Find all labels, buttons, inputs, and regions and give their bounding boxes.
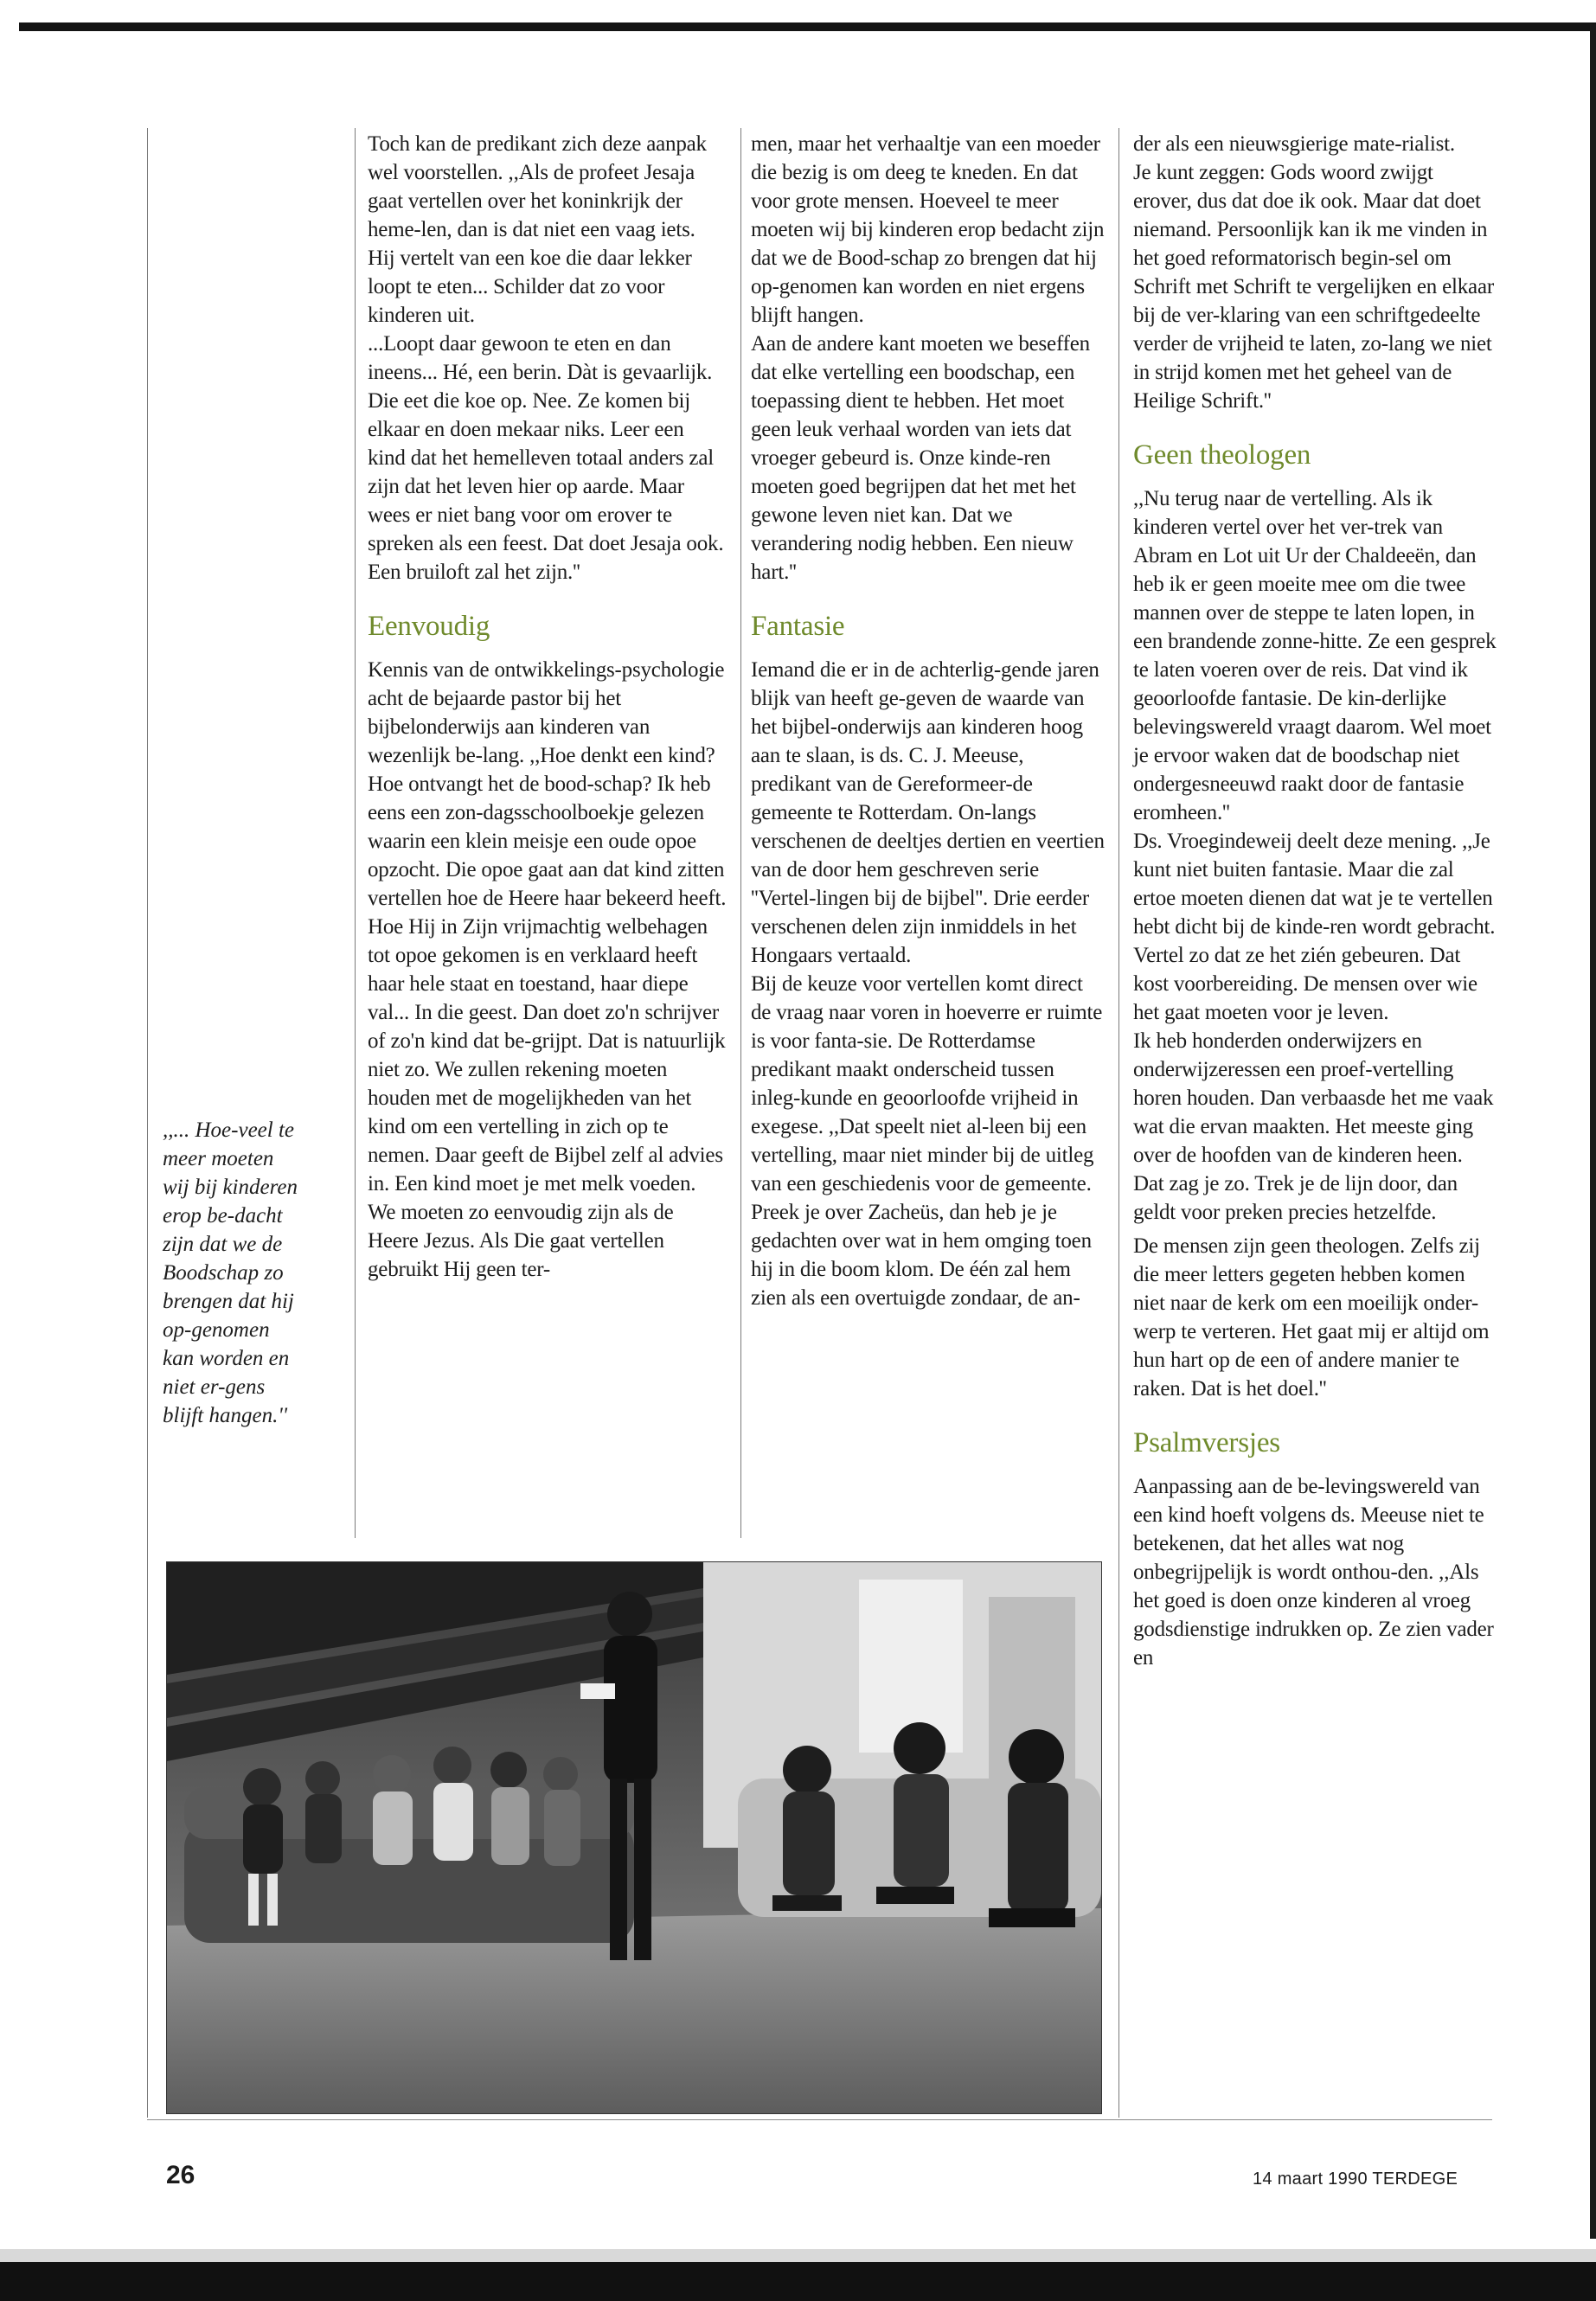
column-rule-right — [1118, 128, 1119, 2118]
heading-geen-theologen: Geen theologen — [1133, 439, 1311, 471]
page-number: 26 — [166, 2161, 195, 2189]
column-3-body-4: De mensen zijn geen theologen. Zelfs zij die meer letters gegeten hebben komen niet naar de kerk om een moeilijk onder-werp te verteren. Het gaat mij er altijd om hun hart op de een of andere manier te raken. Dat is het doel.'' — [1133, 1234, 1490, 1400]
column-3-body: ,,Nu terug naar de vertelling. Als ik kinderen vertel over het ver-trek van Abram en Lot uit Ur der Chaldeeën, dan heb ik er geen moeite mee om die twee mannen over de steppe te laten lopen, in een brandende zonne-hitte. Ze een gesprek te laten voeren over de reis. Dat vind ik geoorloofde fantasie. De kin-derlijke belevingswereld vraagt daarom. Wel moet je ervoor waken dat de boodschap niet ondergesneeuwd raakt door de fantasie eromheen.'' — [1133, 487, 1497, 824]
scan-bottom-edge — [0, 2249, 1596, 2262]
scan-bottom-border — [0, 2262, 1596, 2301]
issue-line: 14 maart 1990 TERDEGE — [1253, 2170, 1458, 2189]
storytelling-photo — [166, 1561, 1102, 2114]
photo-illustration — [167, 1562, 1101, 2113]
article-column-2 — [751, 130, 1106, 1312]
column-2-intro-continued: Aan de andere kant moeten we beseffen dat elke vertelling een boodschap, een toepassing dient te hebben. Het moet geen leuk verhaal worden van iets dat vroeger gebeurd is. Onze kinde-ren moeten goed begrijpen dat het met het gewone leven niet kan. Dat we verandering nodig hebben. Een nieuw hart.'' — [751, 332, 1090, 584]
heading-eenvoudig: Eenvoudig — [368, 611, 490, 642]
column-3-body-5: Aanpassing aan de be-levingswereld van een kind hoeft volgens ds. Meeuse niet te betekenen, dat het alles wat nog onbegrijpelijk is wordt onthou-den. ,,Als het goed is doen onze kinderen al vroeg godsdienstige indrukken op. Ze zien vader en — [1133, 1475, 1494, 1670]
scan-right-border — [1590, 24, 1596, 2239]
page-frame-left — [147, 128, 148, 2118]
article-column-1 — [368, 130, 727, 1284]
column-1-body: Kennis van de ontwikkelings-psychologie acht de bejaarde pastor bij het bijbelonderwijs aan kinderen van wezenlijk be-lang. ,,Hoe denkt een kind? Hoe ontvangt het de bood-schap? Ik heb eens een zon-dagsschoolboekje gelezen waarin een klein meisje een oude opoe opzocht. Die opoe gaat aan dat kind zitten vertellen hoe de Heere haar bekeerd heeft. Hoe Hij in Zijn vrijmachtig welbehagen tot opoe gekomen is en verklaard heeft haar hele staat en toestand, haar diepe val... In die geest. Dan doet zo'n schrijver of zo'n kind dat be-grijpt. Dat is natuurlijk niet zo. We zullen rekening moeten houden met de mogelijkheden van het kind om een vertelling in zich op te nemen. Daar geeft de Bijbel zelf al advies in. Een kind moet je met melk voeden. We moeten zo eenvoudig zijn als de Heere Jezus. Als Die gaat vertellen gebruikt Hij geen ter- — [368, 658, 727, 1281]
column-3-intro-continued: Je kunt zeggen: Gods woord zwijgt erover, dus dat doe ik ook. Maar dat doet niemand. Persoonlijk kan ik me vinden in het goed reformatorisch begin-sel om Schrift met Schrift te vergelijken en elkaar bij de ver-klaring van een schriftgedeelte verder de vrijheid te laten, zo-lang we niet in strijd komen met het geheel van de Heilige Schrift.'' — [1133, 161, 1494, 413]
column-2-body-continued: Bij de keuze voor vertellen komt direct de vraag naar voren in hoeverre er ruimte is voor fanta-sie. De Rotterdamse predikant maakt onderscheid tussen inleg-kunde en geoorloofde vrijheid in exegese. ,,Dat speelt niet al-leen bij een vertelling, maar niet minder bij de uitleg van een geschiedenis voor de gemeente. Preek je over Zacheüs, dan heb je je gedachten over wat in hem omging toen hij in die boom klom. De één zal hem zien als een overtuigde zondaar, de an- — [751, 972, 1103, 1310]
pull-quote: ,,... Hoe-veel te meer moeten wij bij kinderen erop be-dacht zijn dat we de Boodschap zo brengen dat hij op-genomen kan worden en niet er-gens blijft hangen.'' — [163, 1118, 298, 1427]
scan-top-margin — [0, 0, 1596, 24]
column-2-intro: men, maar het verhaaltje van een moeder die bezig is om deeg te kneden. En dat voor grote mensen. Hoeveel te meer moeten wij bij kinderen erop bedacht zijn dat we de Bood-schap zo brengen dat hij op-genomen kan worden en niet ergens blijft hangen. — [751, 132, 1105, 327]
column-3-intro: der als een nieuwsgierige mate-rialist. — [1133, 132, 1455, 156]
page-frame-bottom — [147, 2119, 1492, 2120]
column-1-intro: Toch kan de predikant zich deze aanpak wel voorstellen. ,,Als de profeet Jesaja gaat vertellen over het koninkrijk der heme-len, dan is dat niet een vaag iets. Hij vertelt van een koe die daar lekker loopt te eten... Schilder dat zo voor kinderen uit. — [368, 132, 707, 327]
column-rule-left — [355, 128, 356, 1538]
heading-psalmversjes: Psalmversjes — [1133, 1427, 1280, 1458]
column-3-body-3: Ik heb honderden onderwijzers en onderwijzeressen een proef-vertelling horen houden. Dan verbaasde het me vaak wat die ervan maakten. Het meeste ging over de hoofden van de kinderen heen. Dat zag je zo. Trek je de lijn door, dan geldt voor preken precies hetzelfde. — [1133, 1029, 1494, 1224]
column-3-body-2: Ds. Vroegindeweij deelt deze mening. ,,Je kunt niet buiten fantasie. Maar die zal ertoe moeten dienen dat wat je te vertellen hebt dicht bij de kinde-ren wordt gebracht. Vertel zo dat ze het zién gebeuren. Dat kost voorbereiding. De mensen over wie het gaat moeten voor je leven. — [1133, 830, 1496, 1024]
heading-fantasie: Fantasie — [751, 611, 845, 642]
scan-top-border — [19, 22, 1596, 31]
article-column-3 — [1133, 130, 1497, 1672]
column-2-body: Iemand die er in de achterlig-gende jaren blijk van heeft ge-geven de waarde van het bijbel-onderwijs aan kinderen hoog aan te slaan, is ds. C. J. Meeuse, predikant van de Gereformeer-de gemeente te Rotterdam. On-langs verschenen de deeltjes dertien en veertien van de door hem geschreven serie ''Vertel-lingen bij de bijbel''. Drie eerder verschenen delen zijn inmiddels in het Hongaars vertaald. — [751, 658, 1105, 967]
column-rule-mid — [740, 128, 741, 1538]
column-1-intro-continued: ...Loopt daar gewoon te eten en dan ineens... Hé, een berin. Dàt is gevaarlijk. Die eet die koe op. Nee. Ze komen bij elkaar en doen mekaar niks. Leer een kind dat het hemelleven totaal anders zal zijn dat het leven hier op aarde. Maar wees er niet bang voor om erover te spreken als een feest. Dat doet Jesaja ook. Een bruiloft zal het zijn.'' — [368, 332, 724, 584]
